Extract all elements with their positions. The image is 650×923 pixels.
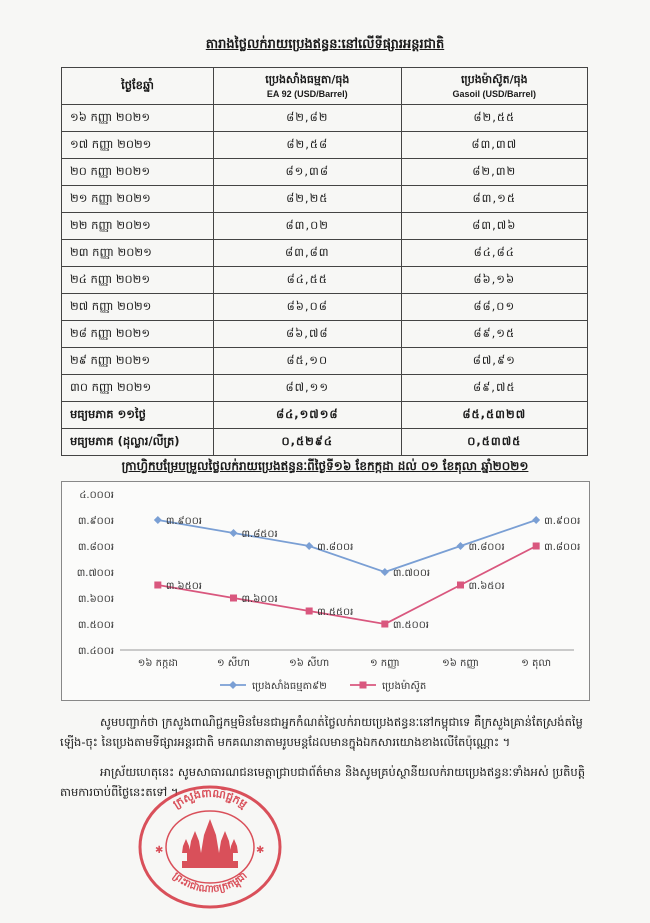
star-icon: ✱	[256, 845, 265, 856]
data-point	[533, 543, 540, 550]
data-point	[230, 595, 237, 602]
cell-date: មធ្យមភាគ (ដុល្លារ/លីត្រ)	[62, 429, 214, 456]
cell-ea92: ៨៦,០៨	[214, 294, 402, 321]
table-row	[62, 159, 588, 186]
seal-graphic	[140, 786, 280, 907]
data-label: ៣.៦០០៛	[241, 594, 278, 605]
cell-ea92: ៨២,២៥	[214, 186, 402, 213]
data-point	[154, 516, 162, 524]
cell-ea92: ៨៤,១៧១៨	[214, 402, 402, 429]
cell-gasoil: ៨៤,៨៤	[401, 240, 587, 267]
cell-date: ៣០ កញ្ញា ២០២១	[62, 375, 214, 402]
cell-date: ២៧ កញ្ញា ២០២១	[62, 294, 214, 321]
cell-gasoil: ៨៨,០១	[401, 294, 587, 321]
fuel-price-table	[61, 67, 588, 456]
y-tick-label: ៤.០០០៛	[79, 490, 114, 501]
legend-label: ប្រេងម៉ាស៊ូត	[382, 681, 427, 692]
header-date: ថ្ងៃខែឆ្នាំ	[62, 68, 214, 105]
cell-date: ២៨ កញ្ញា ២០២១	[62, 321, 214, 348]
cell-date: ២៤ កញ្ញា ២០២១	[62, 267, 214, 294]
table-row	[62, 213, 588, 240]
data-label: ៣.៩០០៛	[165, 516, 202, 527]
data-label: ៣.៦៥០៛	[165, 581, 202, 592]
cell-gasoil: ៨៣,៣៧	[401, 132, 587, 159]
cell-ea92: ៨៦,៧៨	[214, 321, 402, 348]
cell-date: ១៧ កញ្ញា ២០២១	[62, 132, 214, 159]
data-point	[306, 608, 313, 615]
angkor-temple-icon	[182, 819, 238, 868]
cell-date: ២២ កញ្ញា ២០២១	[62, 213, 214, 240]
table-header-row	[62, 68, 588, 105]
cell-ea92: ០,៥២៩៤	[214, 429, 402, 456]
data-point	[381, 621, 388, 628]
note-paragraph-2: អាស្រ័យហេតុនេះ សូមសាធារណជនមេត្តាជ្រាបជាព័ត៌មាន និងសូមគ្រប់ស្ថានីយលក់រាយប្រេងឥន្ធនៈទាំងអស់ ប្រតិបត្តិតាមការចាប់ពីថ្ងៃនេះតទៅ ។	[60, 765, 586, 799]
page-title: តារាងថ្លៃលក់រាយប្រេងឥន្ធនៈនៅលើទីផ្សារអន្តរជាតិ	[205, 37, 445, 52]
cell-date: ២១ កញ្ញា ២០២១	[62, 186, 214, 213]
cell-ea92: ៨៤,៥៥	[214, 267, 402, 294]
table-row	[62, 105, 588, 132]
cell-gasoil: ៨៩,៧៥	[401, 375, 587, 402]
data-label: ៣.៥៥០៛	[317, 607, 354, 618]
x-tick-label: ១៦ សីហា	[289, 658, 330, 669]
cell-ea92: ៨៥,១០	[214, 348, 402, 375]
cell-ea92: ៨៣,០២	[214, 213, 402, 240]
table-row	[62, 267, 588, 294]
data-point	[305, 542, 313, 550]
header-gasoil-kh: ប្រេងម៉ាស៊ូត/ធុង	[460, 73, 528, 86]
cell-gasoil: ៨៥,៥៣២៧	[401, 402, 587, 429]
table-row	[62, 240, 588, 267]
y-tick-label: ៣.៤០០៛	[77, 646, 114, 657]
header-ea92-en: EA 92 (USD/Barrel)	[266, 89, 348, 99]
y-tick-label: ៣.៨០០៛	[77, 542, 114, 553]
chart-svg	[62, 482, 589, 700]
header-gasoil	[401, 68, 587, 105]
data-point	[457, 542, 465, 550]
table-row	[62, 132, 588, 159]
data-label: ៣.៨៥០៛	[241, 529, 278, 540]
price-line-chart	[61, 481, 590, 701]
chart-title: ក្រាហ្វិកបម្រែបម្រួលថ្លៃលក់រាយប្រេងឥន្ធនៈពីថ្ងៃទី១៦ ខែកក្កដា ដល់ ០១ ខែតុលា ឆ្នាំ២០២១	[121, 459, 529, 473]
seal-top-text: ក្រសួងពាណិជ្ជកម្ម	[170, 786, 250, 811]
data-label: ៣.៩០០៛	[544, 516, 581, 527]
table-row	[62, 348, 588, 375]
x-tick-label: ១ តុលា	[521, 658, 552, 669]
cell-ea92: ៨២,៥៨	[214, 132, 402, 159]
y-tick-label: ៣.៥០០៛	[77, 620, 114, 631]
data-label: ៣.៥០០៛	[392, 620, 429, 631]
star-icon: ✱	[155, 845, 164, 856]
data-point	[154, 582, 161, 589]
y-tick-label: ៣.៧០០៛	[76, 568, 114, 579]
cell-ea92: ៨១,៣៨	[214, 159, 402, 186]
cell-gasoil: ៨៩,១៥	[401, 321, 587, 348]
data-point	[457, 582, 464, 589]
header-ea92-kh: ប្រេងសាំងធម្មតា/ធុង	[265, 73, 350, 86]
table-row	[62, 186, 588, 213]
data-label: ៣.៨០០៛	[317, 542, 354, 553]
cell-date: មធ្យមភាគ ១១ថ្ងៃ	[62, 402, 214, 429]
seal-bottom-text: ព្រះរាជាណាចក្រកម្ពុជា	[170, 870, 250, 896]
x-tick-label: ១ កញ្ញា	[370, 658, 400, 669]
cell-gasoil: ៨២,៥៥	[401, 105, 587, 132]
data-label: ៣.៨០០៛	[468, 542, 505, 553]
legend-label: ប្រេងសាំងធម្មតា៩២	[252, 681, 327, 692]
cell-gasoil: ០,៥៣៧៥	[401, 429, 587, 456]
legend-marker	[229, 681, 237, 689]
table-row	[62, 294, 588, 321]
x-tick-label: ១ សីហា	[217, 658, 250, 669]
header-gasoil-en: Gasoil (USD/Barrel)	[452, 89, 537, 99]
official-seal	[135, 779, 285, 909]
note-paragraph-1: សូមបញ្ជាក់ថា ក្រសួងពាណិជ្ជកម្មមិនមែនជាអ្នកកំណត់ថ្លៃលក់រាយប្រេងឥន្ធនៈនៅកម្ពុជាទេ គឺក្រសួងគ្រាន់តែស្រង់តម្លៃឡើង-ចុះ នៃប្រេងតាមទីផ្សារអន្តរជាតិ មកគណនាតាមរូបមន្តដែលមានក្នុងឯកសារយោងខាងលើតែប៉ុណ្ណោះ ។	[60, 715, 583, 749]
cell-ea92: ៨៣,៨៣	[214, 240, 402, 267]
cell-gasoil: ៨៧,៩១	[401, 348, 587, 375]
data-label: ៣.៨០០៛	[544, 542, 581, 553]
cell-gasoil: ៨៣,១៥	[401, 186, 587, 213]
cell-gasoil: ៨២,៣២	[401, 159, 587, 186]
data-point	[381, 568, 389, 576]
data-label: ៣.៦៥០៛	[468, 581, 505, 592]
header-ea92	[214, 68, 402, 105]
summary-row	[62, 429, 588, 456]
cell-gasoil: ៨៦,១៦	[401, 267, 587, 294]
cell-ea92: ៨៧,១១	[214, 375, 402, 402]
table-row	[62, 321, 588, 348]
y-tick-label: ៣.៦០០៛	[77, 594, 114, 605]
summary-row	[62, 402, 588, 429]
cell-date: ១៦ កញ្ញា ២០២១	[62, 105, 214, 132]
x-tick-label: ១៦ កក្កដា	[137, 658, 178, 669]
cell-ea92: ៨២,៨២	[214, 105, 402, 132]
cell-gasoil: ៨៣,៧៦	[401, 213, 587, 240]
cell-date: ២៩ កញ្ញា ២០២១	[62, 348, 214, 375]
cell-date: ២០ កញ្ញា ២០២១	[62, 159, 214, 186]
y-tick-label: ៣.៩០០៛	[77, 516, 114, 527]
data-point	[230, 529, 238, 537]
data-point	[532, 516, 540, 524]
table-row	[62, 375, 588, 402]
cell-date: ២៣ កញ្ញា ២០២១	[62, 240, 214, 267]
legend-marker	[360, 682, 367, 689]
data-label: ៣.៧០០៛	[392, 568, 431, 579]
x-tick-label: ១៦ កញ្ញា	[442, 658, 479, 669]
